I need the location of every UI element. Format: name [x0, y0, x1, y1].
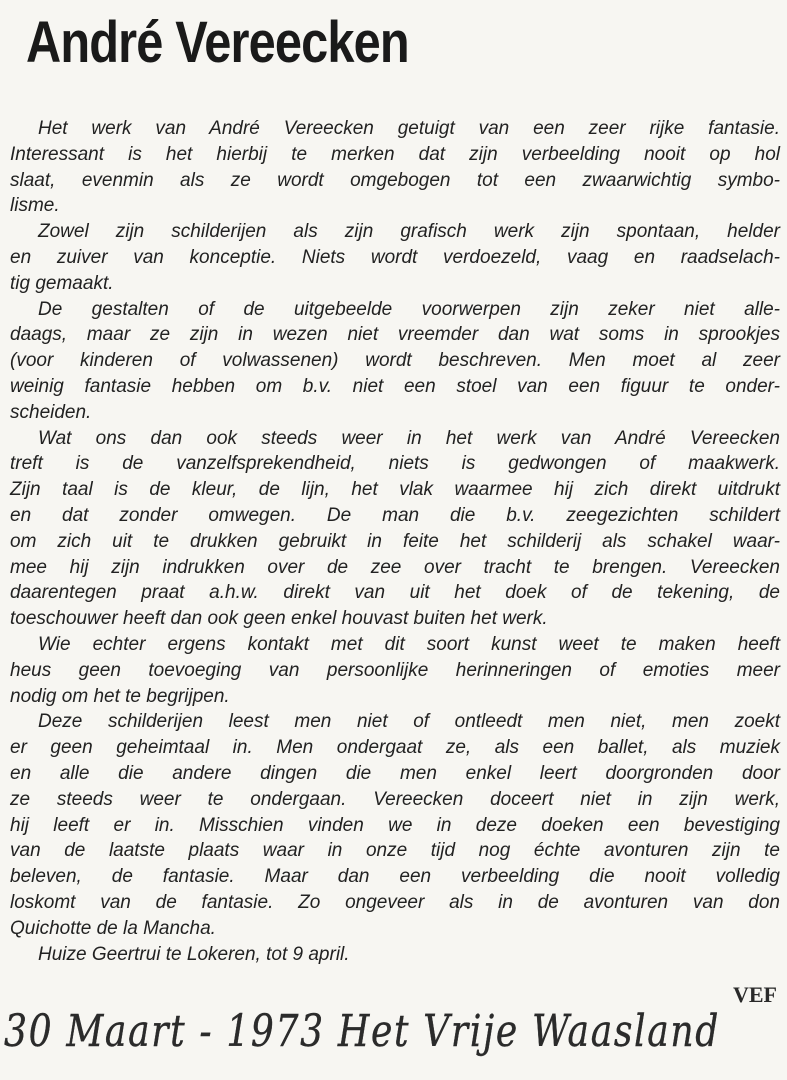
article-paragraph	[10, 297, 780, 426]
article-line: Wat ons dan ook steeds weer in het werk van André Vereecken	[38, 427, 780, 449]
article-line: weinig fantasie hebben om b.v. niet een stoel van een figuur te onder-	[10, 375, 780, 397]
article-line: Deze schilderijen leest men niet of ontleedt men niet, men zoekt	[38, 711, 780, 733]
article-line: Het werk van André Vereecken getuigt van een zeer rijke fantasie.	[38, 118, 780, 139]
article-line: mee hij zijn indrukken over de zee over tracht te brengen. Vereecken	[10, 556, 780, 578]
article-line: scheiden.	[10, 401, 92, 423]
article-line: Quichotte de la Mancha.	[10, 917, 216, 939]
article-line: en alle die andere dingen die men enkel leert doorgronden door	[10, 762, 780, 784]
author-signature: VEF	[733, 982, 777, 1007]
article-line: De gestalten of de uitgebeelde voorwerpen zijn zeker niet alle-	[38, 298, 780, 320]
article-line: loskomt van de fantasie. Zo ongeveer als in de avonturen van don	[10, 891, 780, 913]
article-line: daarentegen praat a.h.w. direkt van uit het doek of de tekening, de	[10, 582, 780, 604]
article-line: en zuiver van konceptie. Niets wordt verdoezeld, vaag en raadselach-	[10, 246, 780, 268]
article-line: (voor kinderen of volwassenen) wordt beschreven. Men moet al zeer	[10, 350, 780, 372]
article-line: tig gemaakt.	[10, 272, 114, 294]
article-line: heus geen toevoeging van persoonlijke herinneringen of emoties meer	[10, 659, 780, 681]
article-line: om zich uit te drukken gebruikt in feite het schilderij als schakel waar-	[10, 530, 780, 552]
article-line: ze steeds weer te ondergaan. Vereecken doceert niet in zijn werk,	[10, 788, 780, 810]
article-paragraph	[10, 426, 780, 632]
article-headline: André Vereecken	[26, 10, 409, 75]
handwritten-date-annotation	[0, 990, 787, 1080]
article-line: slaat, evenmin als ze wordt omgebogen tot een zwaarwichtig symbo-	[10, 169, 780, 191]
article-line: Interessant is het hierbij te merken dat zijn verbeelding nooit op hol	[10, 143, 780, 165]
article-paragraph	[10, 942, 780, 968]
article-paragraph	[10, 116, 780, 219]
article-line: er geen geheimtaal in. Men ondergaat ze, als een ballet, als muziek	[10, 737, 780, 759]
article-paragraph	[10, 219, 780, 296]
article-paragraph	[10, 632, 780, 709]
article-line: beleven, de fantasie. Maar dan een verbeelding die nooit volledig	[10, 866, 780, 888]
article-line: hij leeft er in. Misschien vinden we in deze doeken een bevestiging	[10, 814, 780, 836]
article-body	[10, 116, 780, 967]
article-line: treft is de vanzelfsprekendheid, niets is gedwongen of maakwerk.	[10, 453, 780, 475]
article-line: Huize Geertrui te Lokeren, tot 9 april.	[38, 943, 350, 965]
article-line: nodig om het te begrijpen.	[10, 685, 230, 707]
article-line: lisme.	[10, 195, 60, 217]
article-line: en dat zonder omwegen. De man die b.v. zeegezichten schildert	[10, 504, 780, 526]
article-line: Zowel zijn schilderijen als zijn grafisch werk zijn spontaan, helder	[38, 221, 780, 243]
article-paragraph	[10, 709, 780, 941]
article-line: Zijn taal is de kleur, de lijn, het vlak waarmee hij zich direkt uitdrukt	[10, 479, 780, 501]
article-line: daags, maar ze zijn in wezen niet vreemder dan wat soms in sprookjes	[10, 324, 780, 346]
article-line: Wie echter ergens kontakt met dit soort kunst weet te maken heeft	[38, 633, 780, 655]
article-line: van de laatste plaats waar in onze tijd nog échte avonturen zijn te	[10, 840, 780, 862]
article-line: toeschouwer heeft dan ook geen enkel houvast buiten het werk.	[10, 608, 548, 630]
handwritten-note: 30 Maart - 1973 Het Vrije Waasland	[4, 1006, 720, 1057]
